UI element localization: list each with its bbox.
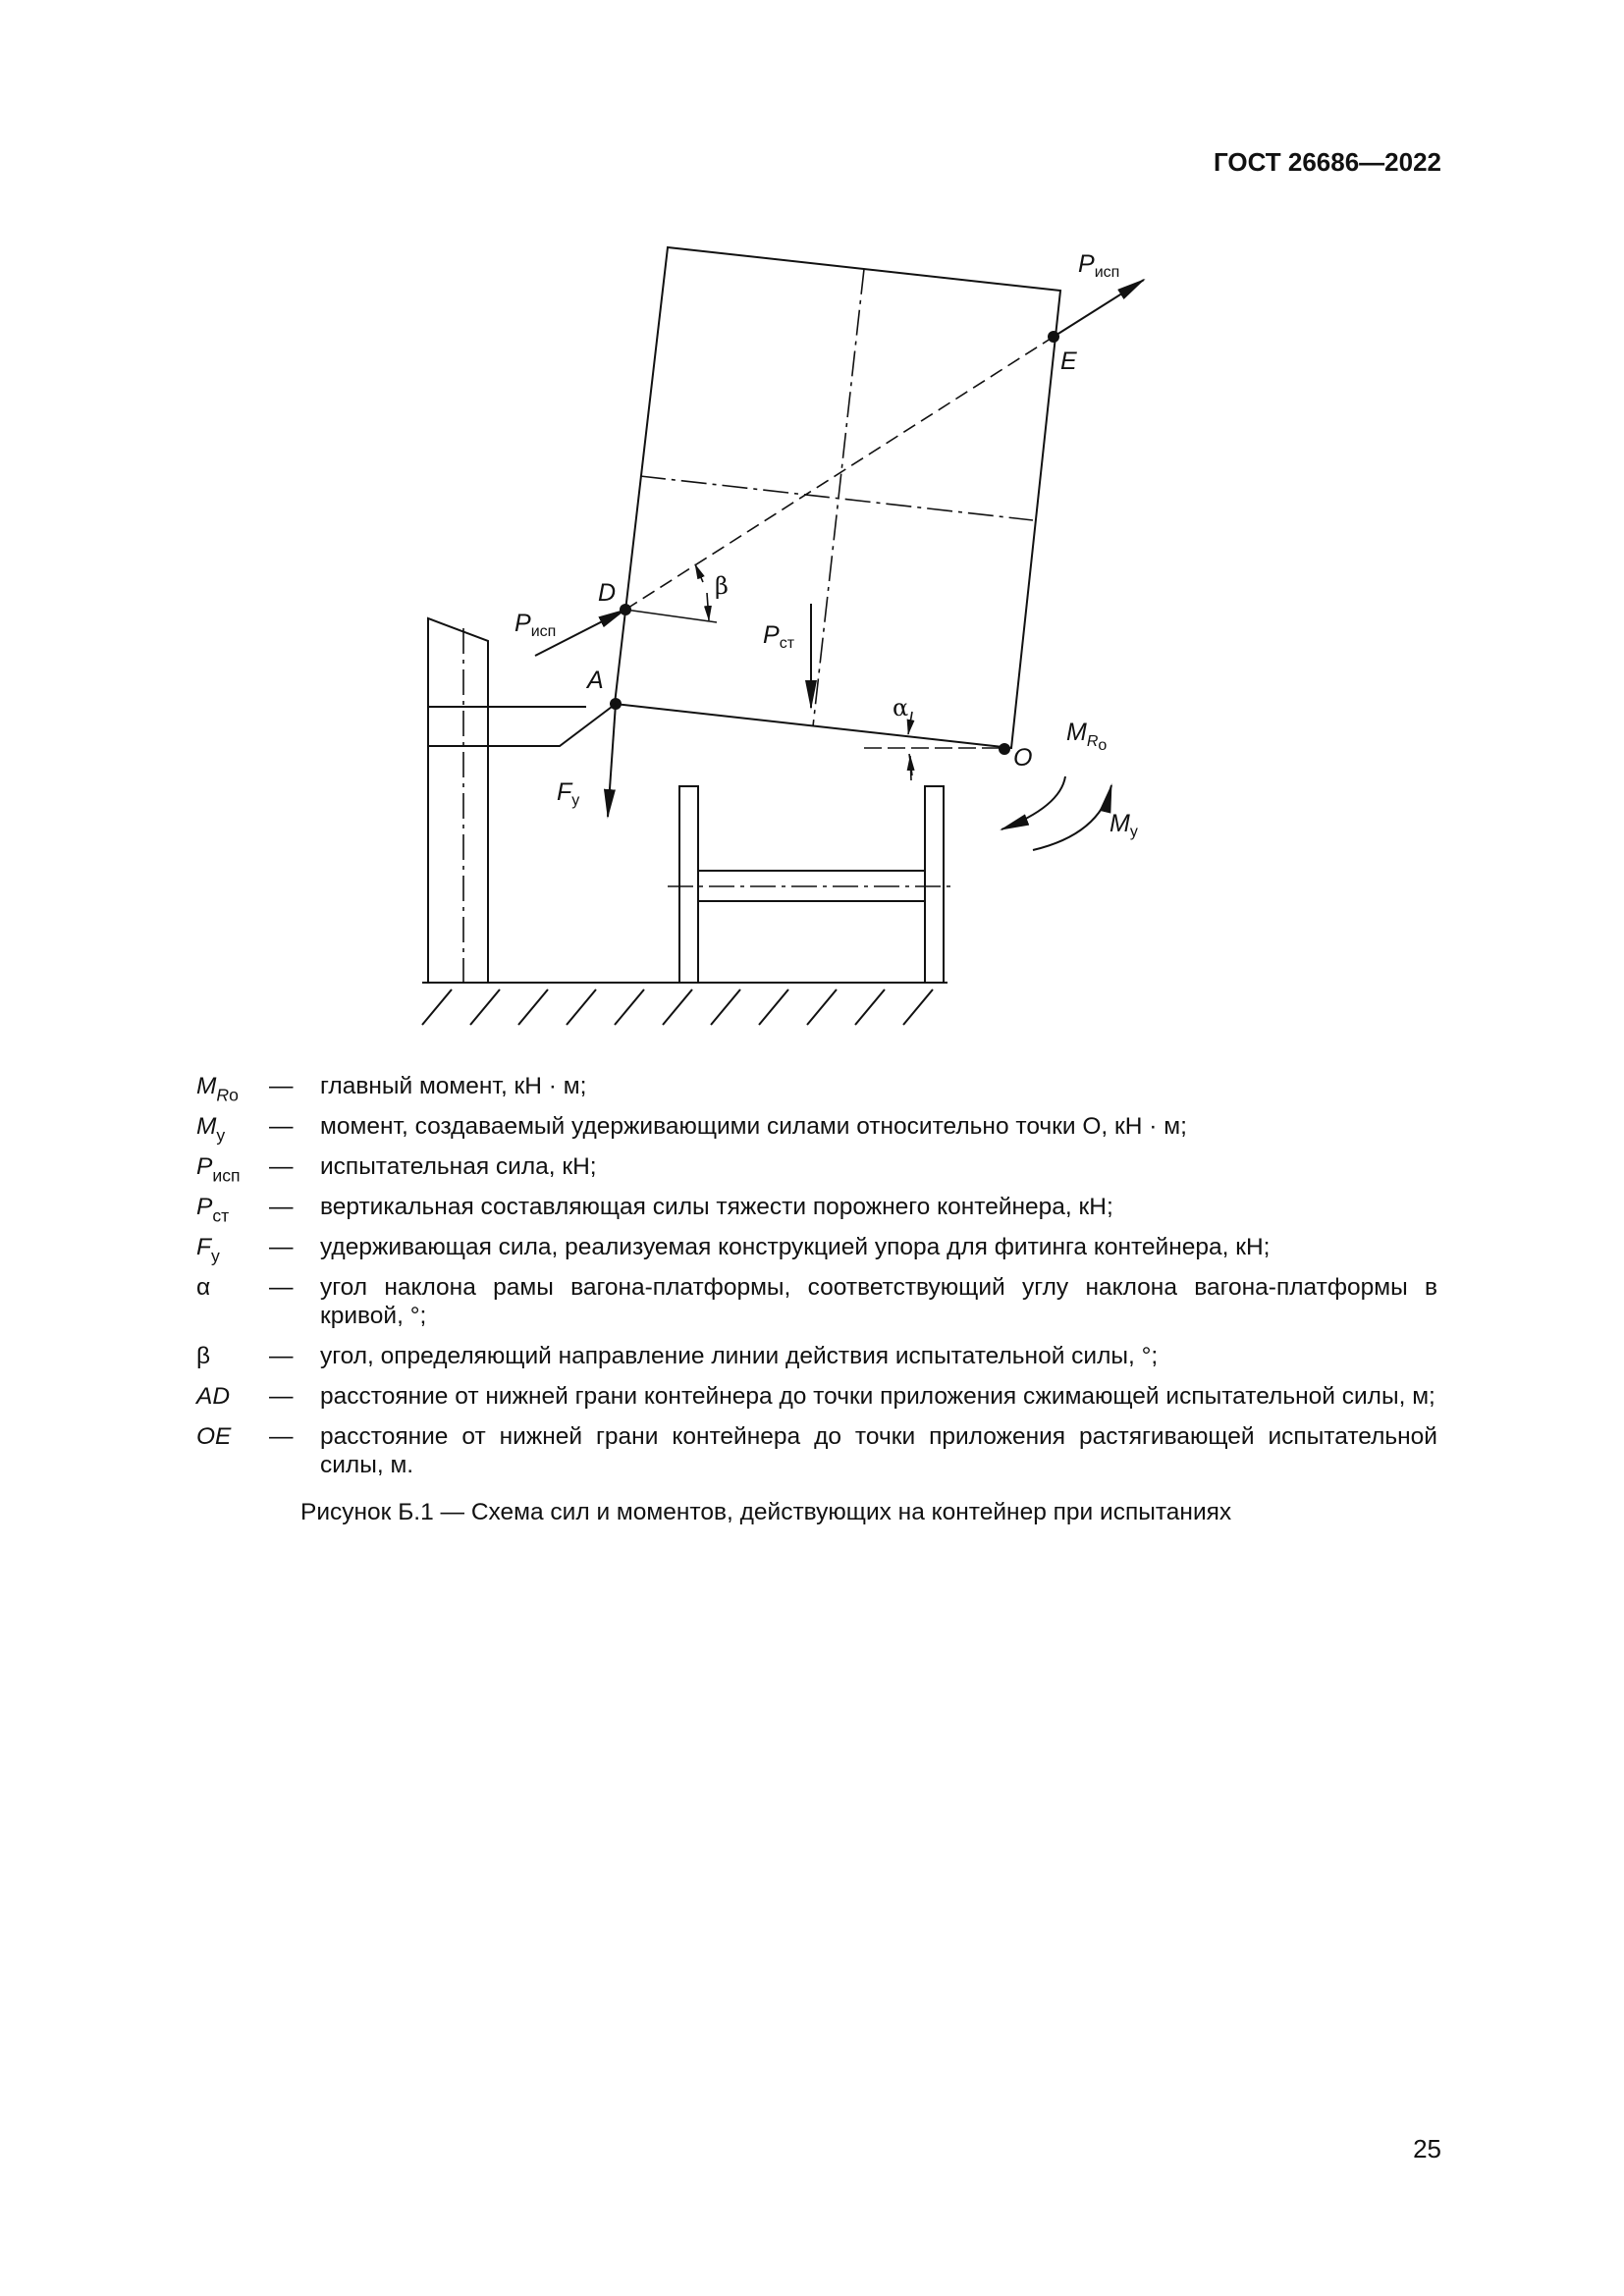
svg-text:Pисп: Pисп	[1078, 250, 1120, 281]
legend-dash: —	[269, 1383, 294, 1410]
legend-dash: —	[269, 1234, 294, 1260]
legend-dash: —	[269, 1343, 294, 1369]
legend-symbol: $M_{Rо}$	[196, 1073, 239, 1105]
legend-item-f-y	[196, 1233, 1437, 1266]
svg-text:Pст: Pст	[763, 621, 795, 652]
ground-hatching	[422, 983, 947, 1025]
legend-description: удерживающая сила, реализуемая конструкцией упора для фитинга контейнера, кН;	[320, 1234, 1271, 1260]
legend-dash: —	[269, 1194, 294, 1220]
legend-symbol: α	[196, 1274, 211, 1301]
legend-description: угол, определяющий направление линии действия испытательной силы, °;	[320, 1343, 1159, 1369]
legend-symbol: $F_у$	[196, 1234, 220, 1266]
svg-text:MRо: MRо	[1066, 719, 1108, 754]
svg-text:Fу: Fу	[557, 778, 580, 809]
legend-symbol: $M_у$	[196, 1113, 226, 1146]
f-y-arrow	[608, 704, 616, 817]
platform-frame	[668, 786, 952, 983]
legend-symbol: AD	[196, 1383, 231, 1410]
legend-dash: —	[269, 1274, 294, 1301]
legend-dash: —	[269, 1113, 294, 1140]
svg-text:D: D	[598, 579, 617, 607]
legend-item-beta	[196, 1342, 1437, 1370]
legend-symbol: OE	[196, 1423, 232, 1450]
diagram-labels	[514, 250, 1138, 840]
svg-text:A: A	[587, 667, 604, 694]
p-isp-top-arrow	[1054, 280, 1144, 337]
beta-angle-marker	[625, 564, 717, 622]
figure-caption: Рисунок Б.1 — Схема сил и моментов, действующих на контейнер при испытаниях	[300, 1499, 1232, 1525]
legend-item-oe	[196, 1422, 1437, 1479]
page-number: 25	[1413, 2134, 1441, 2163]
legend-description: угол наклона рамы вагона-платформы, соответствующий углу наклона вагона-платформы в кривой, °;	[320, 1274, 1437, 1329]
legend-item-p-st	[196, 1193, 1437, 1226]
container-centerlines	[640, 269, 1033, 726]
svg-text:O: O	[1013, 744, 1033, 772]
moment-arcs	[1001, 776, 1111, 850]
svg-text:Pисп: Pисп	[514, 610, 557, 640]
legend-item-alpha	[196, 1273, 1437, 1330]
legend-dash: —	[269, 1073, 294, 1099]
document-number-header: ГОСТ 26686—2022	[1214, 147, 1441, 177]
svg-text:E: E	[1060, 347, 1077, 375]
legend-description: момент, создаваемый удерживающими силами относительно точки О, кН · м;	[320, 1113, 1187, 1140]
legend-item-p-isp	[196, 1152, 1437, 1186]
legend-symbol: $P_{ст}$	[196, 1194, 230, 1226]
legend-item-ad	[196, 1382, 1437, 1411]
svg-text:β: β	[715, 572, 729, 600]
legend-item-m-y	[196, 1112, 1437, 1146]
legend-symbol: $P_{исп}$	[196, 1153, 241, 1186]
legend-dash: —	[269, 1423, 294, 1450]
symbol-legend	[196, 1072, 1437, 1491]
legend-description: главный момент, кН · м;	[320, 1073, 587, 1099]
legend-description: расстояние от нижней грани контейнера до точки приложения сжимающей испытательной силы, м;	[320, 1383, 1435, 1410]
force-diagram	[0, 0, 1624, 1050]
test-force-line	[625, 337, 1054, 610]
legend-symbol: β	[196, 1343, 211, 1369]
legend-description: расстояние от нижней грани контейнера до точки приложения растягивающей испытательной силы, м.	[320, 1423, 1437, 1478]
legend-item-m-ro	[196, 1072, 1437, 1105]
legend-description: вертикальная составляющая силы тяжести порожнего контейнера, кН;	[320, 1194, 1113, 1220]
connection-points	[610, 331, 1059, 755]
legend-dash: —	[269, 1153, 294, 1180]
svg-text:α: α	[893, 694, 909, 721]
legend-description: испытательная сила, кН;	[320, 1153, 597, 1180]
svg-text:Mу: Mу	[1110, 810, 1138, 840]
